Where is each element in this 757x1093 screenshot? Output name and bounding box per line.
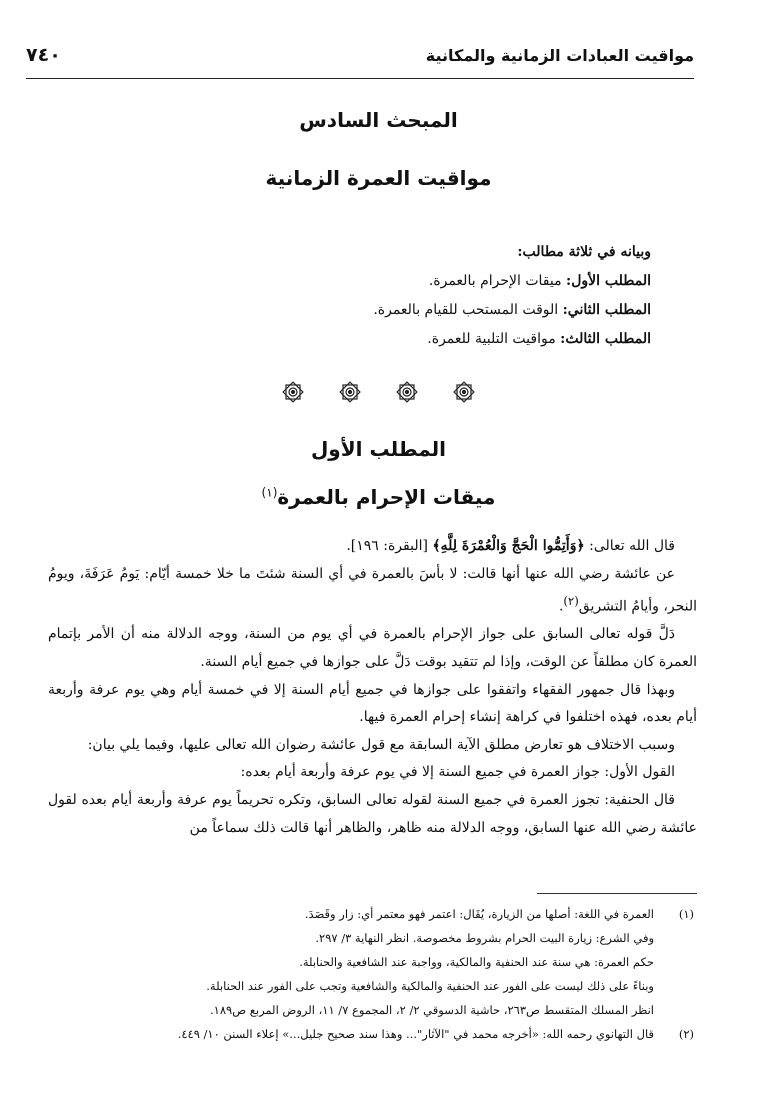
body-text xyxy=(48,533,697,842)
section-subtitle: مواقيت العمرة الزمانية xyxy=(265,166,492,190)
octagram-rosette-icon xyxy=(338,380,362,404)
footnote-number: (١) xyxy=(678,907,694,921)
section-divider-ornaments xyxy=(0,380,757,404)
footnote-text: قال التهانوي رحمه الله: «أخرجه محمد في "الآثار"... وهذا سند صحيح جليل...» إعلاء السنن ١٠/ ٤٤٩. xyxy=(177,1027,654,1041)
matlab-title: المطلب الأول xyxy=(310,437,447,461)
footnotes xyxy=(48,902,694,1046)
verse-reference: [البقرة: ١٩٦]. xyxy=(346,538,433,554)
octagram-rosette-icon xyxy=(395,380,419,404)
footnote xyxy=(48,1022,694,1046)
paragraph: قال الحنفية: تجوز العمرة في جميع السنة لقوله تعالى السابق، وتكره تحريماً يوم عرفة وأربعة أيام بعده لقول عائشة رضي الله عنها السابق، ووجه الدلالة منه ظاهر، والظاهر أنها قالت ذلك سماعاً من xyxy=(48,792,697,836)
footnote-continuation xyxy=(48,998,694,1022)
paragraph-end: . xyxy=(558,598,564,615)
footnote xyxy=(48,902,694,926)
octagram-rosette-icon xyxy=(452,380,476,404)
plan-item-text: ميقات الإحرام بالعمرة. xyxy=(428,273,562,289)
footnote-text: حكم العمرة: هي سنة عند الحنفية والمالكية، وواجبة عند الشافعية والحنابلة. xyxy=(299,955,654,969)
running-header-title: مواقيت العبادات الزمانية والمكانية xyxy=(425,46,694,65)
footnote-continuation xyxy=(48,926,694,950)
plan-item-label: المطلب الثاني: xyxy=(562,302,651,318)
footnote-continuation xyxy=(48,974,694,998)
plan-item-text: الوقت المستحب للقيام بالعمرة. xyxy=(373,302,559,318)
quran-verse: ﴿وَأَتِمُّوا الْحَجَّ وَالْعُمْرَةَ لِلَّهِ﴾ xyxy=(432,538,585,554)
plan-item-text: مواقيت التلبية للعمرة. xyxy=(427,331,556,347)
plan-item-label: المطلب الثالث: xyxy=(560,331,651,347)
footnote-text: وفي الشرع: زيارة البيت الحرام بشروط مخصوصة. انظر النهاية ٣/ ٢٩٧. xyxy=(315,931,654,945)
paragraph: دَلَّ قوله تعالى السابق على جواز الإحرام بالعمرة في أي يوم من السنة، ووجه الدلالة منه أن الأمر بإتمام العمرة كان مطلقاً عن الوقت، وإذا لم تتقيد بوقت دَلَّ على جوازها في جميع أيام السنة. xyxy=(48,626,697,671)
running-header xyxy=(26,42,694,79)
footnote-text: انظر المسلك المتقسط ص٢٦٣، حاشية الدسوقي ٢/ ٢، المجموع ٧/ ١١، الروض المربع ص١٨٩. xyxy=(210,1003,654,1017)
paragraph xyxy=(48,561,697,622)
footnote-continuation xyxy=(48,950,694,974)
footnote-ref[interactable]: (١) xyxy=(261,485,278,500)
footnote-ref[interactable]: (٢) xyxy=(563,594,579,609)
hadith-text: عن عائشة رضي الله عنها أنها قالت: لا بأسَ بالعمرة في أي السنة شئتَ ما خلا خمسة أيّام: يَومُ عَرَفَةَ، ويومُ النحر، وأيامُ التشريق xyxy=(48,565,697,615)
footnote-text: العمرة في اللغة: أصلها من الزيارة، يُقَال: اعتمر فهو معتمر أي: زار وقَصَدَ. xyxy=(304,907,654,921)
paragraph: وسبب الاختلاف هو تعارض مطلق الآية السابقة مع قول عائشة رضوان الله تعالى عليها، وفيما يلي بيان: xyxy=(87,736,675,753)
paragraph: القول الأول: جواز العمرة في جميع السنة إلا في يوم عرفة وأربعة أيام بعده: xyxy=(240,764,675,781)
plan-lead: وبيانه في ثلاثة مطالب: xyxy=(517,244,651,260)
footnote-separator xyxy=(537,893,697,894)
paragraph xyxy=(48,533,697,561)
paragraph-text: قال الله تعالى: xyxy=(584,538,675,554)
section-plan xyxy=(211,238,651,354)
footnote-number: (٢) xyxy=(678,1027,694,1041)
footnote-text: وبناءً على ذلك ليست على الفور عند الحنفية والمالكية والشافعية وتجب على الفور عند الحنابلة. xyxy=(206,979,654,993)
matlab-subtitle xyxy=(60,485,697,509)
paragraph: وبهذا قال جمهور الفقهاء واتفقوا على جوازها في جميع أيام السنة إلا في خمسة أيام وهي يوم عرفة وأربعة أيام بعده، فهذه اختلفوا في كراهة إنشاء إحرام العمرة فيها. xyxy=(48,681,697,726)
page-number: ٧٤٠ xyxy=(26,44,61,66)
plan-item xyxy=(211,296,651,325)
section-title: المبحث السادس xyxy=(299,108,458,132)
plan-item-label: المطلب الأول: xyxy=(566,273,651,289)
plan-item xyxy=(211,267,651,296)
plan-item xyxy=(211,325,651,354)
matlab-subtitle-text: ميقات الإحرام بالعمرة xyxy=(277,485,496,509)
octagram-rosette-icon xyxy=(281,380,305,404)
